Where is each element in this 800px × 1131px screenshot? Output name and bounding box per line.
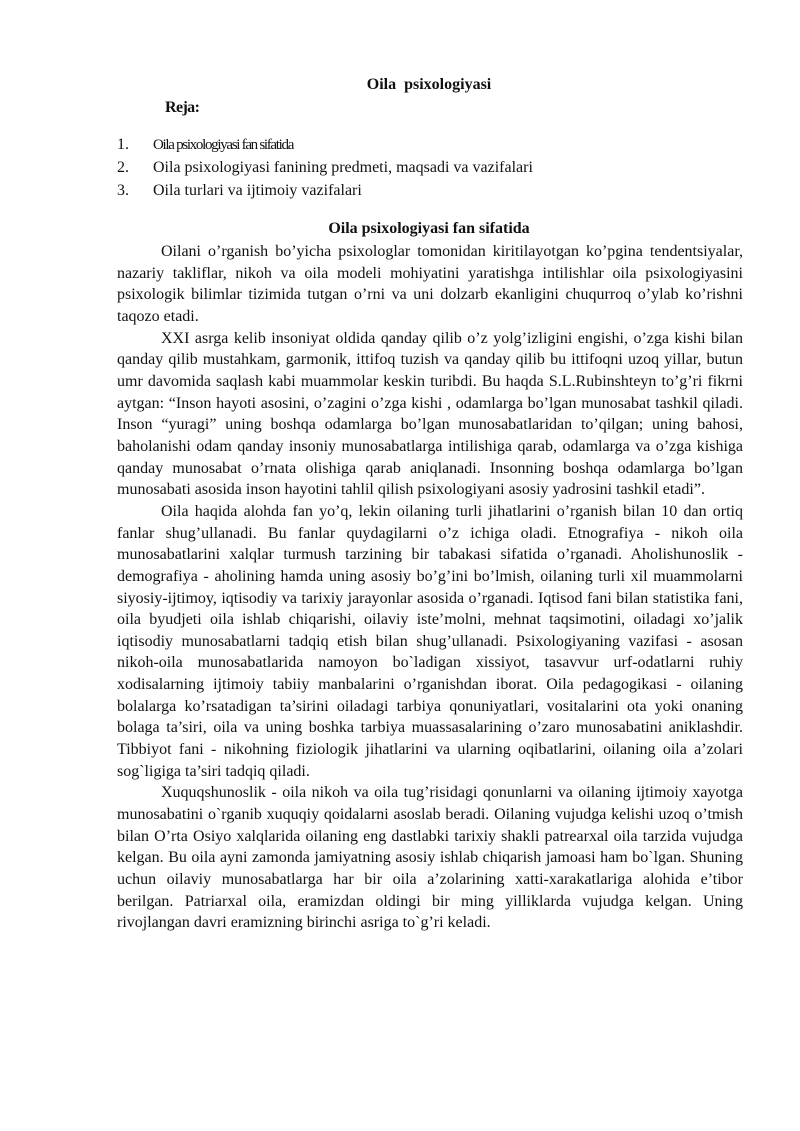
plan-item — [117, 133, 533, 156]
paragraph: Xuquqshunoslik - oila nikoh va oila tug’risidagi qonunlarni va oilaning ijtimoiy xayotga munosabatini o`rganib xuquqiy qoidalarni asoslab beradi. Oilaning vujudga kelishi uzoq o’tmish bilan O’rta Osiyo xalqlarida oilaning eng dastlabki tarixiy shakli patrearxal oila tarzida vujudga kelgan. Bu oila ayni zamonda jamiyatning asosiy ishlab chiqarish jamoasi ham bo`lgan. Shuning uchun oilaviy munosabatlarga har bir oila a’zolarining xatti-xarakatlariga alohida e’tibor berilgan. Patriarxal oila, eramizdan oldingi bir ming yilliklarda vujudga kelgan. Uning rivojlangan davri eramizning birinchi asriga to`g’ri keladi. — [117, 784, 743, 932]
plan-item-text: Oila psixologiyasi fan sifatida — [153, 137, 294, 153]
plan-label: Reja: — [165, 99, 200, 116]
paragraph: Oilani o’rganish bo’yicha psixologlar tomonidan kiritilayotgan ko’pgina tendentsiyalar, nazariy takliflar, nikoh va oila modeli mohiyatini yaratishga intilishlar oila psixologiyasini psixologik bilimlar tizimida tutgan o’rni va uni dolzarb ekanligini chuqurroq o’ylab ko’rishni taqozo etadi. — [117, 243, 743, 325]
plan-item-number: 1. — [117, 136, 129, 153]
section-title: Oila psixologiyasi fan sifatida — [328, 220, 530, 237]
document-title: Oila psixologiyasi — [366, 76, 492, 93]
plan-item — [117, 156, 533, 179]
body-text — [117, 241, 743, 934]
plan-item-text: Oila turlari va ijtimoiy vazifalari — [153, 182, 362, 199]
plan-list — [117, 133, 533, 202]
plan-item-number: 2. — [117, 159, 129, 176]
paragraph: Oila haqida alohda fan yo’q, lekin oilaning turli jihatlarini o’rganish bilan 10 dan ortiq fanlar shug’ullanadi. Bu fanlar quydagilarni o’z ichiga oladi. Etnografiya - nikoh oila munosabatlarini xalqlar turmush tarzining bir tabakasi sifatida o’rganadi. Aholishunoslik - demografiya - aholining hamda uning asosiy bo’g’ini bo’lmish, oilaning turli xil muammolarni siyosiy-ijtimoy, iqtisodiy va tarixiy jarayonlar asosida o’rganadi. Iqtisod fani bilan statistika fani, oila byudjeti oila ishlab chiqarishi, oilaviy iste’molni, mehnat taqsimotini, oiladagi xo’jalik iqtisodiy munosabatlarni tadqiq etish bilan shug’ullanadi. Psixologiyaning vazifasi - asosan nikoh-oila munosabatlarida namoyon bo`ladigan xissiyot, tasavvur urf-odatlarni ruhiy xodisalarning ijtimoiy tabiiy manbalarini o’rganishdan iborat. Oila pedagogikasi - oilaning bolalarga ko’rsatadigan ta’sirini oiladagi tarbiya qonuniyatlari, vositalarini ota yoki onaning bolaga ta’siri, oila va uning boshka tarbiya muassasalarining o’zaro munosabatini aniklashdir. Tibbiyot fani - nikohning fiziologik jihatlarini va ularning oqibatlarini, oilaning oila a’zolari sog`ligiga ta’siri tadqiq qiladi. — [117, 502, 743, 780]
plan-item-number: 3. — [117, 182, 129, 199]
paragraph: XXI asrga kelib insoniyat oldida qanday qilib o’z yolg’izligini engishi, o’zga kishi bilan qanday qilib mustahkam, garmonik, ittifoq tuzish va qanday qilib bu ittifoqni uzoq yillar, butun umr davomida saqlash kabi muammolar keskin turibdi. Bu haqda S.L.Rubinshteyn to’g’ri fikrni aytgan: “Inson hayoti asosini, o’zagini o’zga kishi , odamlarga bo’lgan munosabat tashkil qiladi. Inson “yuragi” uning boshqa odamlarga bo’lgan munosabatlaridan to’qilgan; uning bahosi, baholanishi odam qanday insoniy munosabatlarga intilishiga qarab, odamlarga va o’zga kishiga qanday munosabat o’rnata olishiga qarab aniqlanadi. Insonning boshqa odamlarga bo’lgan munosabati asosida inson hayotini tahlil qilish psixologiyani asosiy yadrosini tashkil etadi”. — [117, 329, 743, 499]
plan-item — [117, 179, 533, 202]
plan-item-text: Oila psixologiyasi fanining predmeti, maqsadi va vazifalari — [153, 159, 533, 176]
